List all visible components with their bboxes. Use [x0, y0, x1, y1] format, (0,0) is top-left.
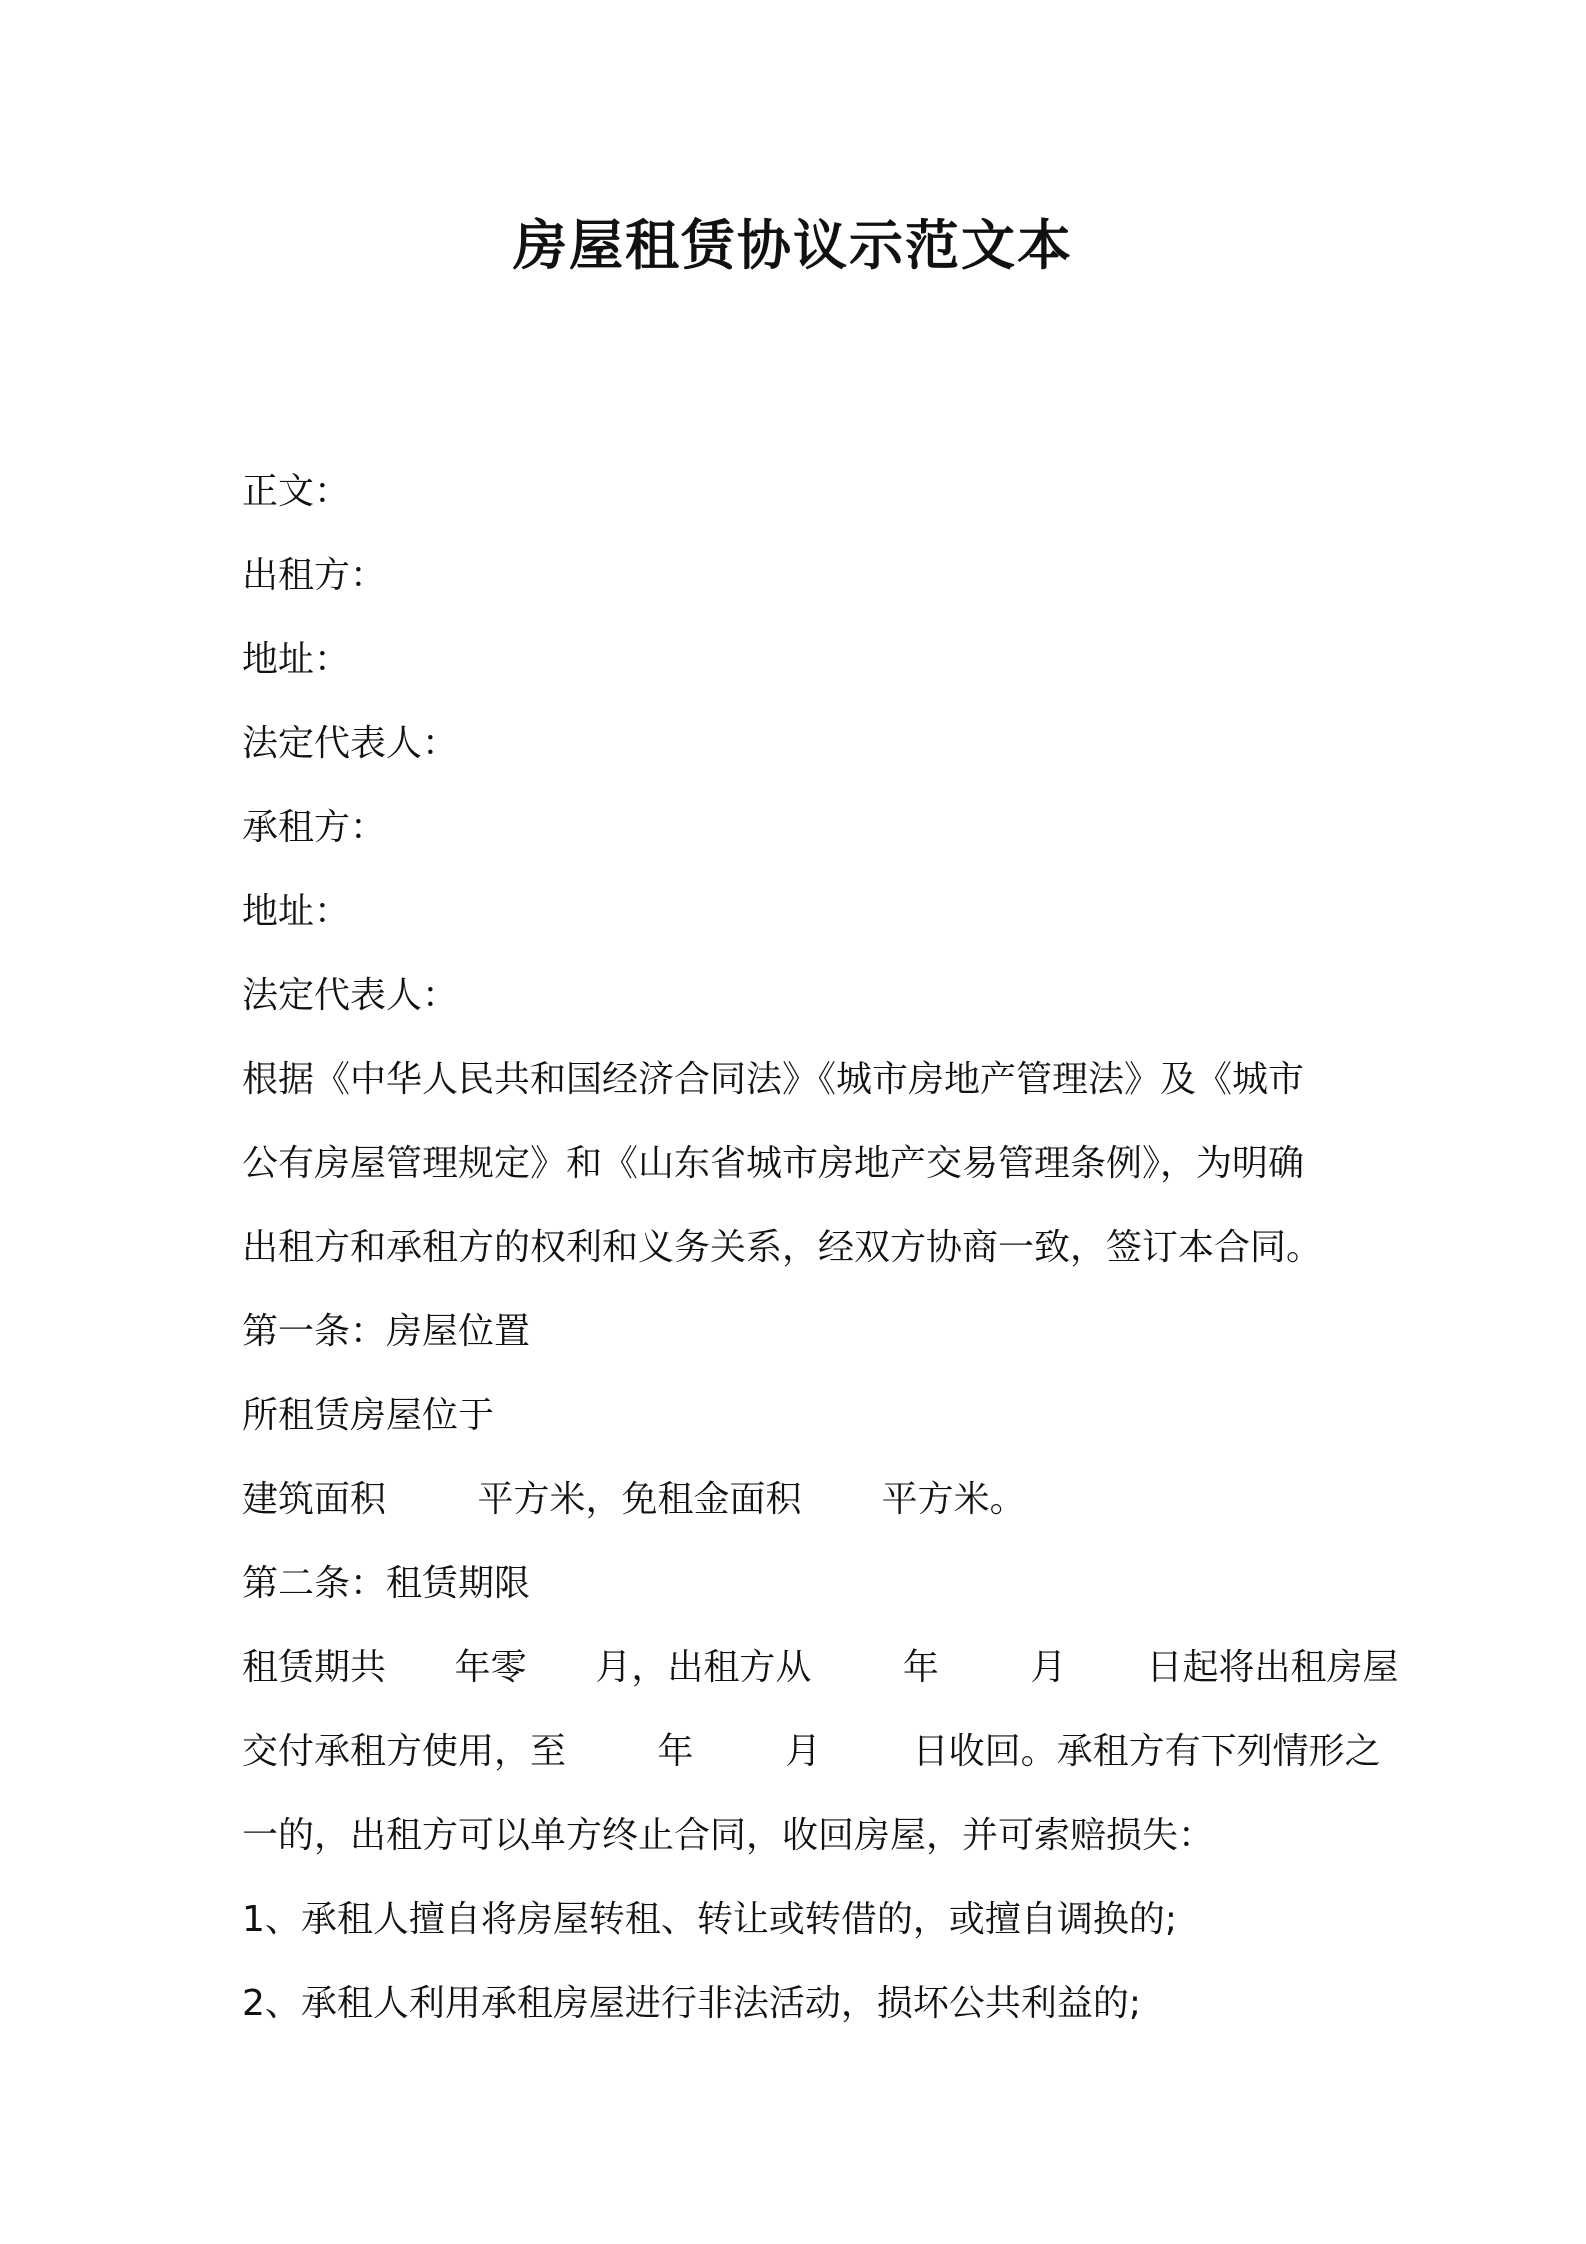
body-line-building-area: 建筑面积 平方米，免租金面积 平方米。	[242, 1479, 1026, 1520]
body-line-lessor-address: 地址：	[242, 639, 351, 680]
body-line-lessee: 承租方：	[242, 807, 387, 848]
body-line-preamble-1: 根据《中华人民共和国经济合同法》《城市房地产管理法》及《城市	[242, 1059, 1305, 1100]
body-line-text-label: 正文：	[242, 471, 351, 512]
body-line-lease-term-2: 交付承租方使用，至 年 月 日收回。承租方有下列情形之	[242, 1731, 1381, 1772]
list-item-1: 1、承租人擅自将房屋转租、转让或转借的，或擅自调换的;	[242, 1899, 1178, 1940]
body-line-lessor-representative: 法定代表人：	[242, 723, 459, 764]
body-line-lessee-address: 地址：	[242, 891, 351, 932]
body-line-preamble-3: 出租方和承租方的权利和义务关系，经双方协商一致，签订本合同。	[242, 1227, 1323, 1268]
body-line-lease-term-1: 租赁期共 年零 月，出租方从 年 月 日起将出租房屋	[242, 1647, 1399, 1688]
article-1-heading: 第一条：房屋位置	[242, 1311, 531, 1352]
body-line-lessee-representative: 法定代表人：	[242, 975, 459, 1016]
document-title: 房屋租赁协议示范文本	[513, 214, 1073, 277]
document-body	[242, 450, 1399, 2046]
body-line-house-location: 所租赁房屋位于	[242, 1395, 495, 1436]
body-line-lease-term-3: 一的，出租方可以单方终止合同，收回房屋，并可索赔损失：	[242, 1815, 1215, 1856]
body-line-preamble-2: 公有房屋管理规定》和《山东省城市房地产交易管理条例》，为明确	[242, 1143, 1305, 1184]
body-line-lessor: 出租方：	[242, 555, 387, 596]
list-item-2: 2、承租人利用承租房屋进行非法活动，损坏公共利益的;	[242, 1983, 1142, 2024]
article-2-heading: 第二条：租赁期限	[242, 1563, 531, 1604]
